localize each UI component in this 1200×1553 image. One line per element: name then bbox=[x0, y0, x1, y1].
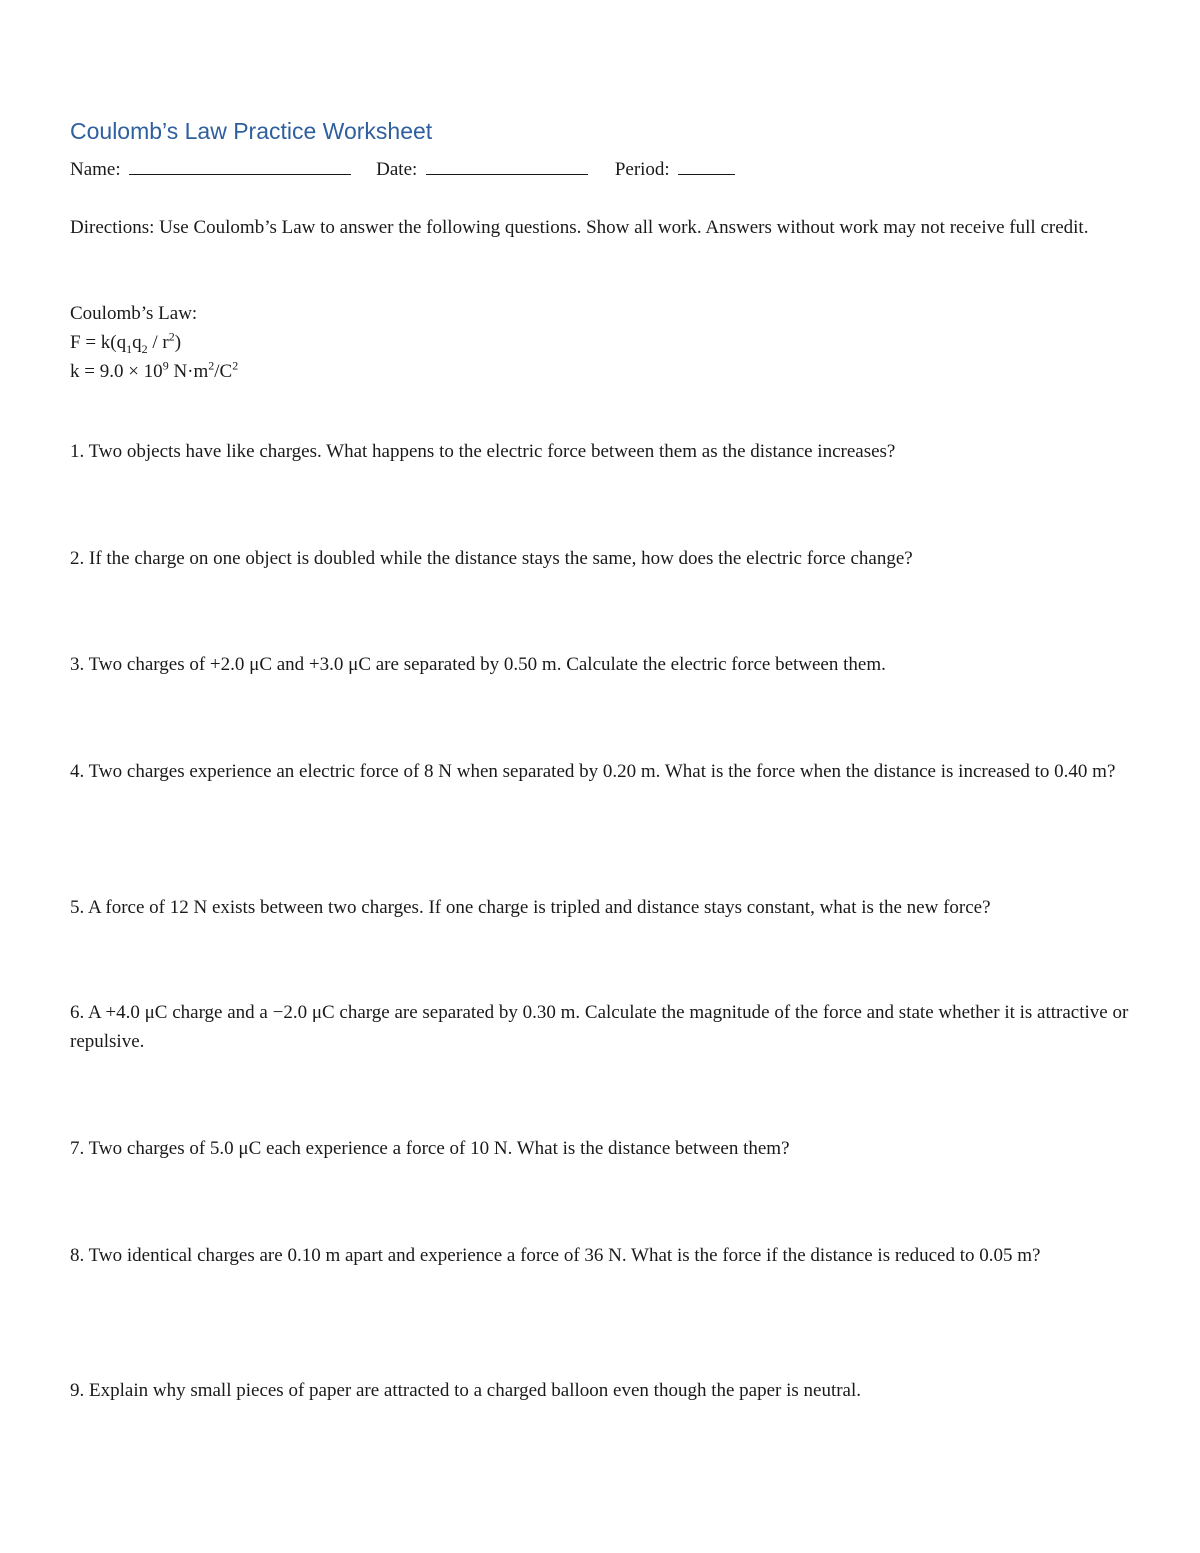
question-6: 6. A +4.0 μC charge and a −2.0 μC charge are separated by 0.30 m. Calculate the magnitude of the force and state whether it is attractive or repulsive. bbox=[70, 1002, 1129, 1052]
question-9: 9. Explain why small pieces of paper are attracted to a charged balloon even though the paper is neutral. bbox=[70, 1380, 862, 1401]
question-7: 7. Two charges of 5.0 μC each experience a force of 10 N. What is the distance between them? bbox=[70, 1138, 790, 1159]
question-4: 4. Two charges experience an electric force of 8 N when separated by 0.20 m. What is the force when the distance is increased to 0.40 m? bbox=[70, 761, 1116, 782]
period-blank[interactable] bbox=[678, 156, 735, 175]
law-heading: Coulomb’s Law: bbox=[70, 303, 198, 324]
name-blank[interactable] bbox=[129, 156, 351, 175]
question-2: 2. If the charge on one object is doubled while the distance stays the same, how does the electric force change? bbox=[70, 548, 913, 569]
date-blank[interactable] bbox=[426, 156, 588, 175]
question-3: 3. Two charges of +2.0 μC and +3.0 μC are separated by 0.50 m. Calculate the electric force between them. bbox=[70, 654, 886, 675]
page-title: Coulomb’s Law Practice Worksheet bbox=[70, 118, 433, 144]
directions-text: Directions: Use Coulomb’s Law to answer the following questions. Show all work. Answers without work may not receive full credit. bbox=[70, 217, 1089, 238]
name-label: Name: bbox=[70, 159, 121, 180]
law-formula: $F = k(q_1q_2 / r^2)$ bbox=[70, 329, 182, 356]
question-1: 1. Two objects have like charges. What happens to the electric force between them as the distance increases? bbox=[70, 441, 896, 462]
period-label: Period: bbox=[614, 159, 670, 180]
question-5: 5. A force of 12 N exists between two charges. If one charge is tripled and distance stays constant, what is the new force? bbox=[70, 897, 991, 918]
law-constant: $k = 9.0 \times 10^9$ $N\cdot m^2/C^2$ bbox=[70, 358, 239, 382]
student-info-row bbox=[70, 155, 735, 184]
question-8: 8. Two identical charges are 0.10 m apart and experience a force of 36 N. What is the force if the distance is reduced to 0.05 m? bbox=[70, 1245, 1041, 1266]
date-label: Date: bbox=[376, 159, 418, 180]
